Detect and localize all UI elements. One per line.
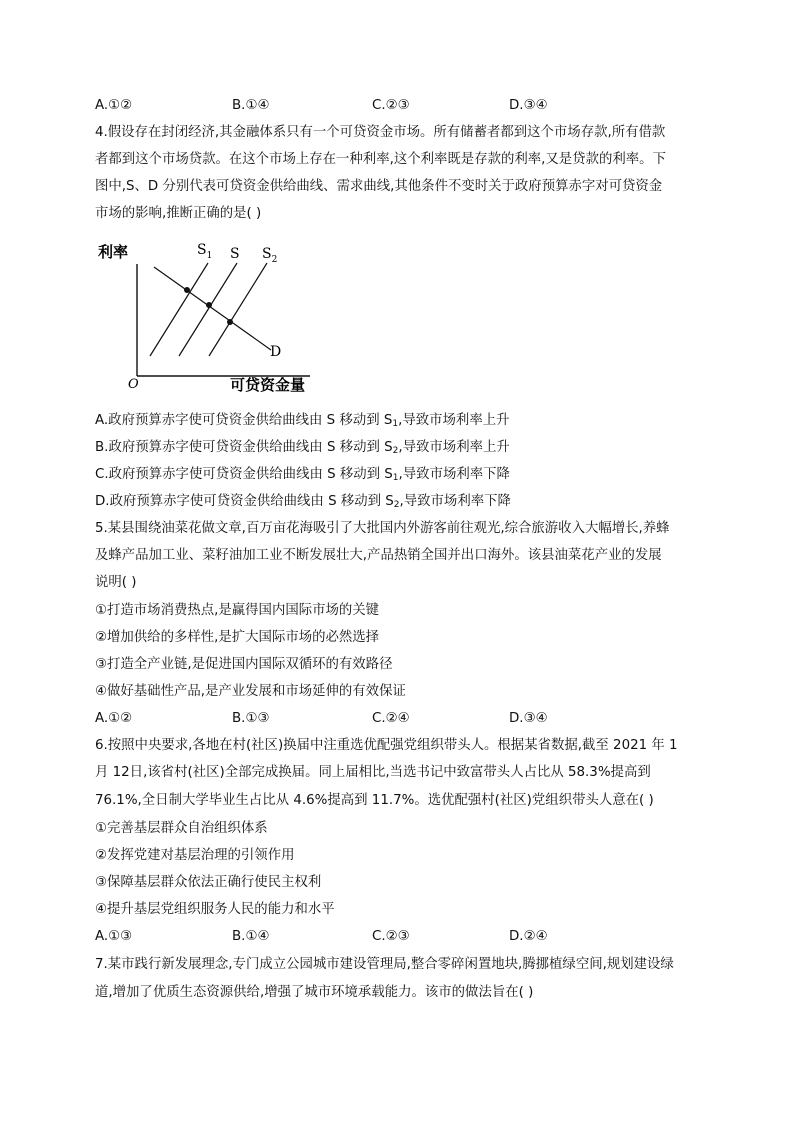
curve-s2-line bbox=[209, 263, 267, 356]
q6-statement-4: ④提升基层党组织服务人民的能力和水平 bbox=[95, 902, 335, 917]
q5-option-c: C.②④ bbox=[372, 711, 410, 726]
q6-stem-line-1: 6.按照中央要求,各地在村(社区)换届中注重选优配强党组织带头人。根据某省数据,截至 2021 年 1 bbox=[95, 738, 678, 753]
graph-origin-label: O bbox=[128, 377, 139, 392]
supply-demand-graph bbox=[92, 234, 332, 396]
q5-stem-line-1: 5.某县围绕油菜花做文章,百万亩花海吸引了大批国内外游客前往观光,综合旅游收入大幅增长,养蜂 bbox=[95, 521, 670, 536]
q5-statement-2: ②增加供给的多样性,是扩大国际市场的必然选择 bbox=[95, 630, 380, 645]
q5-statement-1: ①打造市场消费热点,是赢得国内国际市场的关键 bbox=[95, 603, 380, 618]
q4-option-d: D.政府预算赤字使可贷资金供给曲线由 S 移动到 $S_2$,导致市场利率下降 bbox=[95, 494, 511, 510]
q4-stem-line-4: 市场的影响,推断正确的是( ) bbox=[95, 206, 262, 221]
q6-stem-line-2: 月 12日,该省村(社区)全部完成换届。同上届相比,当选书记中致富带头人占比从 58.3%提高到 bbox=[95, 765, 651, 780]
q7-stem-line-1: 7.某市践行新发展理念,专门成立公园城市建设管理局,整合零碎闲置地块,腾挪植绿空间,规划建设绿 bbox=[95, 957, 674, 972]
equilibrium-point-s1 bbox=[184, 287, 190, 293]
q5-stem-line-3: 说明( ) bbox=[95, 575, 137, 590]
equilibrium-point-s2 bbox=[227, 319, 233, 325]
graph-y-label: 利率 bbox=[98, 243, 129, 261]
curve-d-label: D bbox=[270, 344, 282, 360]
q5-stem-line-2: 及蜂产品加工业、菜籽油加工业不断发展壮大,产品热销全国并出口海外。该县油菜花产业的发展 bbox=[95, 548, 662, 563]
q6-option-d: D.②④ bbox=[509, 929, 548, 944]
q4-stem-line-3: 图中,S、D 分别代表可贷资金供给曲线、需求曲线,其他条件不变时关于政府预算赤字对可贷资金 bbox=[95, 179, 663, 194]
equilibrium-point-s bbox=[206, 302, 212, 308]
q5-statement-3: ③打造全产业链,是促进国内国际双循环的有效路径 bbox=[95, 657, 393, 672]
curve-d-line bbox=[154, 267, 271, 350]
graph-x-label: 可贷资金量 bbox=[230, 376, 306, 394]
q5-statement-4: ④做好基础性产品,是产业发展和市场延伸的有效保证 bbox=[95, 684, 406, 699]
q5-option-a: A.①② bbox=[95, 711, 133, 726]
q3-option-b: B.①④ bbox=[232, 98, 270, 113]
curve-s-line bbox=[179, 263, 237, 356]
q4-stem-line-2: 者都到这个市场贷款。在这个市场上存在一种利率,这个利率既是存款的利率,又是贷款的利率。下 bbox=[95, 152, 666, 167]
q6-stem-line-3: 76.1%,全日制大学毕业生占比从 4.6%提高到 11.7%。选优配强村(社区)党组织带头人意在( ) bbox=[95, 793, 654, 808]
q6-statement-2: ②发挥党建对基层治理的引领作用 bbox=[95, 848, 295, 863]
q5-option-b: B.①③ bbox=[232, 711, 270, 726]
q4-option-b: B.政府预算赤字使可贷资金供给曲线由 S 移动到 $S_2$,导致市场利率上升 bbox=[95, 440, 510, 456]
q3-option-a: A.①② bbox=[95, 98, 133, 113]
q7-stem-line-2: 道,增加了优质生态资源供给,增强了城市环境承载能力。该市的做法旨在( ) bbox=[95, 985, 534, 1000]
curve-s1-line bbox=[150, 263, 208, 356]
q3-option-d: D.③④ bbox=[509, 98, 548, 113]
curve-s-label: S bbox=[230, 246, 240, 262]
q3-option-c: C.②③ bbox=[372, 98, 410, 113]
q6-option-c: C.②③ bbox=[372, 929, 410, 944]
q5-option-d: D.③④ bbox=[509, 711, 548, 726]
curve-s2-label: $S_2$ bbox=[262, 246, 278, 265]
q3-options bbox=[95, 97, 695, 115]
q4-stem-line-1: 4.假设存在封闭经济,其金融体系只有一个可贷资金市场。所有储蓄者都到这个市场存款,所有借款 bbox=[95, 125, 666, 140]
q4-option-c: C.政府预算赤字使可贷资金供给曲线由 S 移动到 $S_1$,导致市场利率下降 bbox=[95, 467, 510, 483]
q6-statement-3: ③保障基层群众依法正确行使民主权利 bbox=[95, 875, 322, 890]
q5-options bbox=[95, 710, 695, 728]
q6-options bbox=[95, 928, 695, 946]
q6-option-b: B.①④ bbox=[232, 929, 270, 944]
curve-s1-label: $S_1$ bbox=[197, 242, 213, 261]
q6-statement-1: ①完善基层群众自治组织体系 bbox=[95, 821, 268, 836]
q6-option-a: A.①③ bbox=[95, 929, 133, 944]
q4-option-a: A.政府预算赤字使可贷资金供给曲线由 S 移动到 $S_1$,导致市场利率上升 bbox=[95, 413, 510, 429]
